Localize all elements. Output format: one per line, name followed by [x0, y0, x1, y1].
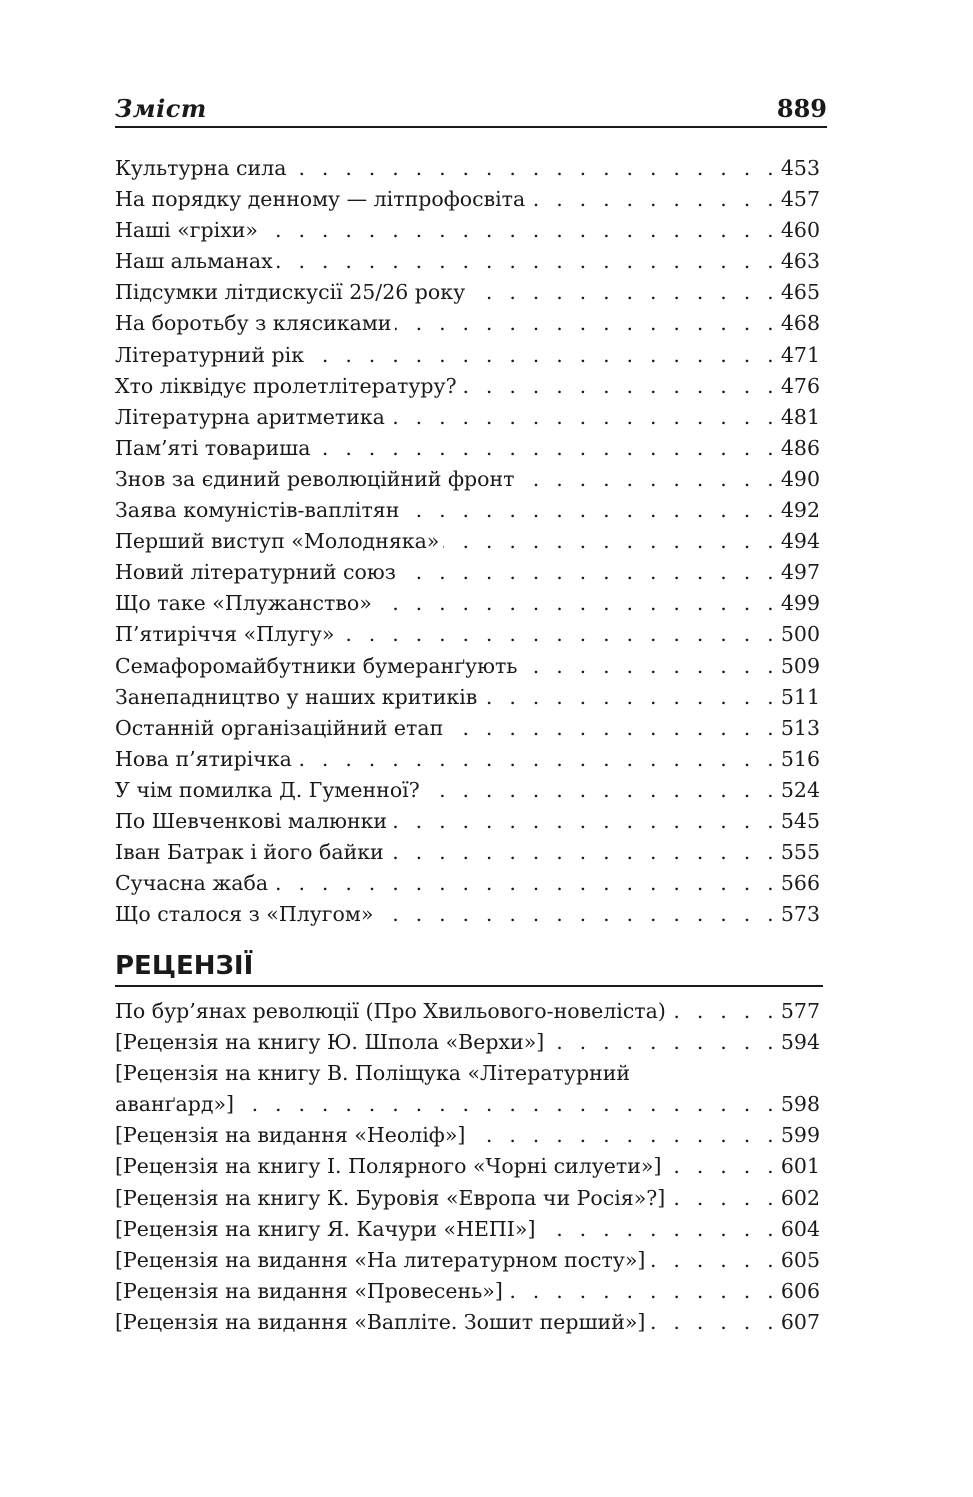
toc-entry-title: Останній організаційний етап	[115, 715, 444, 740]
toc-entry-page: 598	[780, 1092, 820, 1117]
toc-entry-title: Сучасна жаба	[115, 871, 269, 896]
toc-entry-title: Літературна аритметика	[115, 404, 385, 429]
toc-entry-title: [Рецензія на книгу К. Буровія «Европа чи Росія»?]	[115, 1185, 666, 1210]
toc-entry[interactable]	[115, 1245, 820, 1276]
toc-entry-page: 486	[780, 435, 820, 460]
toc-entry[interactable]	[115, 184, 820, 215]
toc-entry[interactable]	[115, 1183, 820, 1214]
toc-entry[interactable]	[115, 246, 820, 277]
toc-entry-page: 573	[780, 902, 820, 927]
toc-entry-page: 494	[780, 529, 820, 554]
toc-entry-title: [Рецензія на книгу І. Полярного «Чорні силуети»]	[115, 1154, 662, 1179]
toc-entry-title: [Рецензія на видання «Провесень»]	[115, 1278, 503, 1303]
toc-entry-page: 509	[780, 653, 820, 678]
dot-leader	[377, 899, 778, 930]
dot-leader	[400, 557, 779, 588]
toc-entry-page: 524	[780, 777, 820, 802]
dot-leader	[277, 246, 779, 277]
toc-entry-page: 481	[780, 404, 820, 429]
toc-entry[interactable]	[115, 153, 820, 184]
toc-entry-page: 499	[780, 591, 820, 616]
toc-entry[interactable]	[115, 557, 820, 588]
dot-leader	[521, 651, 778, 682]
toc-entry-page: 492	[780, 498, 820, 523]
dot-leader	[262, 215, 779, 246]
dot-leader	[391, 806, 779, 837]
toc-entry-title: [Рецензія на видання «На литературном посту»]	[115, 1247, 646, 1272]
toc-entry-page: 490	[780, 466, 820, 491]
toc-entry-page: 516	[780, 746, 820, 771]
section-heading	[115, 945, 823, 987]
toc-entry[interactable]	[115, 899, 820, 930]
dot-leader	[308, 340, 779, 371]
toc-entry-page: 465	[780, 280, 820, 305]
toc-entry-page: 511	[780, 684, 820, 709]
toc-entry[interactable]	[115, 651, 820, 682]
toc-entry[interactable]	[115, 1027, 820, 1058]
toc-entry-page: 497	[780, 560, 820, 585]
toc-entry[interactable]	[115, 806, 820, 837]
toc-entry-page: 545	[780, 808, 820, 833]
dot-leader	[238, 1089, 779, 1120]
toc-entry[interactable]	[115, 1151, 820, 1182]
toc-entry-page: 605	[780, 1247, 820, 1272]
toc-entry[interactable]	[115, 1089, 820, 1120]
toc-entry-page: 471	[780, 342, 820, 367]
toc-entry-title: Семафоромайбутники бумеранґують	[115, 653, 518, 678]
toc-entry-title: Перший виступ «Молодняка»	[115, 529, 440, 554]
dot-leader	[338, 619, 778, 650]
toc-entry[interactable]	[115, 308, 820, 339]
dot-leader	[548, 1027, 779, 1058]
toc-entry-title: У чім помилка Д. Гуменної?	[115, 777, 420, 802]
dot-leader	[272, 868, 779, 899]
toc-entry[interactable]	[115, 775, 820, 806]
toc-entry-page: 599	[780, 1123, 820, 1148]
toc-entry[interactable]	[115, 996, 820, 1027]
dot-leader	[665, 1151, 778, 1182]
toc-entry-page: 577	[780, 999, 820, 1023]
toc-entry-title: На боротьбу з клясиками	[115, 311, 392, 336]
toc-entry-title: [Рецензія на видання «Вапліте. Зошит перший»]	[115, 1309, 646, 1334]
toc-entry-page: 513	[780, 715, 820, 740]
toc-entry[interactable]	[115, 433, 820, 464]
dot-leader	[529, 184, 779, 215]
toc-entry-title: По бур’янах революції (Про Хвильового-новеліста)	[115, 999, 666, 1023]
toc-entry-page: 463	[780, 249, 820, 274]
dot-leader	[388, 837, 779, 868]
toc-entry[interactable]	[115, 340, 820, 371]
dot-leader	[395, 308, 778, 339]
toc-entry[interactable]	[115, 744, 820, 775]
toc-entry-title: На порядку денному — літпрофосвіта	[115, 187, 526, 212]
section-title: РЕЦЕНЗІЇ	[115, 951, 254, 981]
dot-leader	[443, 526, 779, 557]
toc-reviews-list	[115, 996, 820, 1338]
dot-leader	[403, 495, 778, 526]
toc-entry-title-continued: аванґард»]	[115, 1092, 234, 1117]
toc-entry-page: 604	[780, 1216, 820, 1241]
toc-main-list	[115, 153, 820, 930]
toc-entry[interactable]	[115, 619, 820, 650]
dot-leader	[669, 1183, 779, 1214]
toc-entry-title: П’ятиріччя «Плугу»	[115, 622, 335, 647]
toc-entry[interactable]	[115, 215, 820, 246]
toc-entry-title: Пам’яті товариша	[115, 435, 311, 460]
toc-entry-title: Занепадництво у наших критиків	[115, 684, 478, 709]
toc-entry-title: [Рецензія на книгу Ю. Шпола «Верхи»]	[115, 1030, 545, 1055]
dot-leader	[469, 277, 779, 308]
dot-leader	[649, 1245, 778, 1276]
toc-entry-title: [Рецензія на видання «Неоліф»]	[115, 1123, 466, 1148]
toc-entry-page: 468	[780, 311, 820, 336]
running-title: Зміст	[115, 94, 207, 123]
toc-entry-page: 607	[780, 1309, 820, 1334]
toc-entry-page: 460	[780, 218, 820, 243]
toc-entry-page: 457	[780, 187, 820, 212]
toc-entry[interactable]	[115, 837, 820, 868]
toc-entry-page: 594	[780, 1030, 820, 1055]
toc-entry-title: [Рецензія на книгу Я. Качури «НЕПІ»]	[115, 1216, 536, 1241]
toc-entry-title: Нова п’ятирічка	[115, 746, 292, 771]
toc-entry-title: Заява комуністів-ваплітян	[115, 498, 400, 523]
toc-entry-page: 601	[780, 1154, 820, 1179]
toc-entry-page: 602	[780, 1185, 820, 1210]
dot-leader	[389, 402, 779, 433]
toc-entry[interactable]	[115, 682, 820, 713]
toc-entry-title: Новий літературний союз	[115, 560, 396, 585]
toc-entry-title: Що таке «Плужанство»	[115, 591, 372, 616]
toc-entry[interactable]	[115, 1276, 820, 1307]
toc-entry-title: Культурна сила	[115, 156, 287, 180]
toc-entry-title: По Шевченкові малюнки	[115, 808, 388, 833]
toc-entry-page: 453	[780, 156, 820, 180]
dot-leader	[481, 682, 779, 713]
toc-entry-title: [Рецензія на книгу В. Поліщука «Літературний	[115, 1061, 631, 1086]
toc-entry-page: 566	[780, 871, 820, 896]
dot-leader	[670, 996, 779, 1027]
toc-entry-title: Підсумки літдискусії 25/26 року	[115, 280, 466, 305]
dot-leader	[539, 1214, 778, 1245]
dot-leader	[314, 433, 778, 464]
toc-entry[interactable]	[115, 868, 820, 899]
toc-entry[interactable]	[115, 526, 820, 557]
toc-entry[interactable]	[115, 464, 820, 495]
dot-leader	[447, 713, 779, 744]
running-header	[115, 88, 827, 128]
dot-leader	[296, 744, 779, 775]
toc-entry-page: 500	[780, 622, 820, 647]
toc-entry-page: 555	[780, 840, 820, 865]
toc-entry-title: Наш альманах	[115, 249, 273, 274]
toc-entry-title: Що сталося з «Плугом»	[115, 902, 374, 927]
dot-leader	[518, 464, 778, 495]
toc-entry-title: Хто ліквідує пролетлітературу?	[115, 373, 457, 398]
toc-entry-title: Іван Батрак і його байки	[115, 840, 384, 865]
toc-entry-first-line[interactable]	[115, 1058, 820, 1089]
toc-entry[interactable]	[115, 277, 820, 308]
dot-leader	[469, 1120, 778, 1151]
toc-entry[interactable]	[115, 713, 820, 744]
page-number: 889	[776, 94, 827, 123]
toc-entry[interactable]	[115, 495, 820, 526]
toc-entry[interactable]	[115, 1120, 820, 1151]
toc-entry-title: Наші «гріхи»	[115, 218, 258, 243]
toc-entry-title: Літературний рік	[115, 342, 305, 367]
dot-leader	[424, 775, 779, 806]
toc-entry[interactable]	[115, 402, 820, 433]
dot-leader	[376, 588, 779, 619]
dot-leader	[649, 1307, 778, 1338]
toc-entry-title: Знов за єдиний революційний фронт	[115, 466, 515, 491]
toc-entry[interactable]	[115, 1307, 820, 1338]
dot-leader	[290, 153, 778, 184]
toc-entry[interactable]	[115, 371, 820, 402]
dot-leader	[461, 371, 779, 402]
toc-entry-page: 476	[780, 373, 820, 398]
toc-entry[interactable]	[115, 1214, 820, 1245]
dot-leader	[507, 1276, 779, 1307]
toc-entry-page: 606	[780, 1278, 820, 1303]
toc-entry[interactable]	[115, 588, 820, 619]
